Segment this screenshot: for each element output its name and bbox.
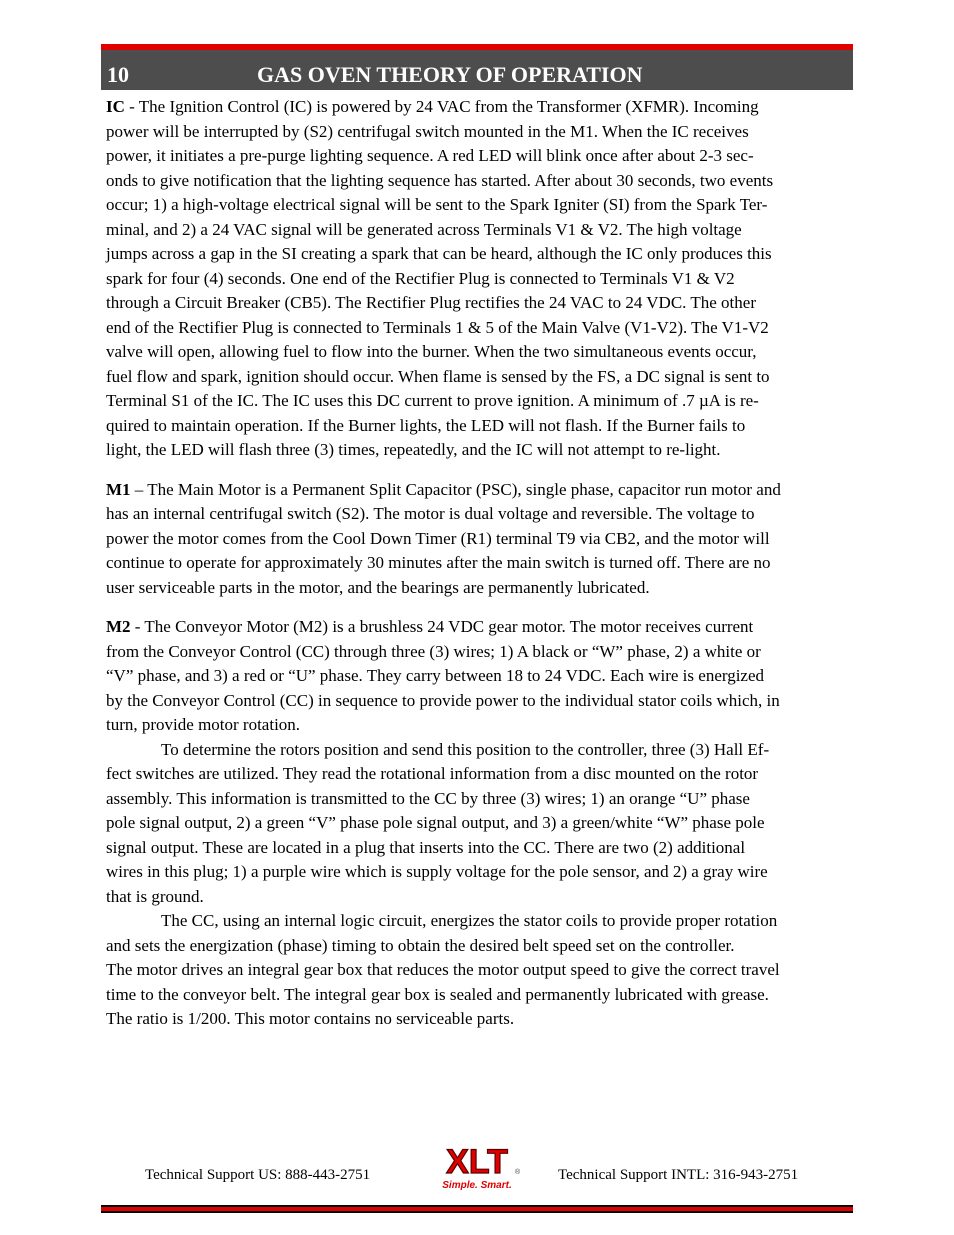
support-intl-text: Technical Support INTL: 316-943-2751 (558, 1167, 799, 1183)
paragraph-ic (106, 95, 852, 463)
m2-p2-line: To determine the rotors position and send this position to the controller, three (3) Hall Ef- (161, 739, 770, 759)
document-body (106, 95, 852, 1032)
m2-p2-line: that is ground. (106, 886, 204, 906)
m2-p2-line: wires in this plug; 1) a purple wire which is supply voltage for the pole sensor, and 2) a gray wire (106, 862, 768, 881)
ic-label: IC (106, 97, 125, 116)
m2-line: from the Conveyor Control (CC) through three (3) wires; 1) A black or “W” phase, 2) a white or (106, 641, 761, 661)
m2-p2-line: pole signal output, 2) a green “V” phase pole signal output, and 3) a green/white “W” phase pole (106, 813, 765, 832)
ic-line: power will be interrupted by (S2) centrifugal switch mounted in the M1. When the IC receives (106, 121, 749, 141)
ic-line: end of the Rectifier Plug is connected to Terminals 1 & 5 of the Main Valve (V1-V2). The V1-V2 (106, 317, 769, 337)
ic-line: spark for four (4) seconds. One end of the Rectifier Plug is connected to Terminals V1 & V2 (106, 268, 735, 288)
m2-line-0: M2 - The Conveyor Motor (M2) is a brushless 24 VDC gear motor. The motor receives current (106, 617, 754, 636)
logo-wordmark: XLT (446, 1143, 508, 1181)
paragraph-m2-hall-sensors (106, 738, 852, 910)
page-title: GAS OVEN THEORY OF OPERATION (257, 62, 643, 87)
ic-line: light, the LED will flash three (3) times, repeatedly, and the IC will not attempt to re-light. (106, 440, 721, 459)
m2-p3-line: The CC, using an internal logic circuit, energizes the stator coils to provide proper rotation (161, 911, 778, 930)
ic-line-0: IC - The Ignition Control (IC) is powered by 24 VAC from the Transformer (XFMR). Incoming (106, 97, 759, 116)
m2-p2-line: signal output. These are located in a plug that inserts into the CC. There are two (2) additional (106, 837, 746, 857)
m2-line: “V” phase, and 3) a red or “U” phase. They carry between 18 to 24 VDC. Each wire is energized (106, 666, 765, 685)
ic-line: occur; 1) a high-voltage electrical signal will be sent to the Spark Igniter (SI) from the Spark Ter- (106, 195, 768, 214)
m2-p3-line: time to the conveyor belt. The integral gear box is sealed and permanently lubricated with grease. (106, 984, 769, 1004)
logo-tagline: Simple. Smart. (442, 1180, 512, 1191)
ic-line: valve will open, allowing fuel to flow into the burner. When the two simultaneous events occur, (106, 342, 757, 361)
m1-label: M1 (106, 479, 131, 499)
m2-p3-line: and sets the energization (phase) timing to obtain the desired belt speed set on the controller. (106, 935, 735, 955)
ic-line: fuel flow and spark, ignition should occur. When flame is sensed by the FS, a DC signal is sent to (106, 366, 770, 386)
ic-line: onds to give notification that the lighting sequence has started. After about 30 seconds, two events (106, 170, 774, 190)
ic-line: jumps across a gap in the SI creating a spark that can be heard, although the IC only produces this (106, 244, 772, 263)
logo-registered-mark: ® (515, 1169, 521, 1176)
ic-line: minal, and 2) a 24 VAC signal will be generated across Terminals V1 & V2. The high voltage (106, 219, 742, 239)
m2-p3-line: The ratio is 1/200. This motor contains no serviceable parts. (106, 1009, 515, 1028)
ic-line: quired to maintain operation. If the Burner lights, the LED will not flash. If the Burner fails to (106, 415, 746, 435)
paragraph-m2 (106, 615, 852, 738)
ic-line: power, it initiates a pre-purge lighting sequence. A red LED will blink once after about 2-3 sec- (106, 146, 754, 165)
m2-line: by the Conveyor Control (CC) in sequence to provide power to the individual stator coils which, in (106, 690, 780, 710)
m2-p2-line: fect switches are utilized. They read the rotational information from a disc mounted on the rotor (106, 764, 759, 783)
m1-line-0: M1 – The Main Motor is a Permanent Split Capacitor (PSC), single phase, capacitor run motor and (106, 479, 781, 499)
m2-p3-line: The motor drives an integral gear box that reduces the motor output speed to give the correct travel (106, 960, 780, 979)
m1-line: continue to operate for approximately 30 minutes after the main switch is turned off. There are no (106, 553, 771, 572)
support-us-text: Technical Support US: 888-443-2751 (145, 1167, 371, 1183)
paragraph-m1 (106, 478, 852, 601)
ic-line: Terminal S1 of the IC. The IC uses this DC current to prove ignition. A minimum of .7 µA is re- (106, 391, 759, 410)
xlt-logo (427, 1140, 527, 1192)
m2-label: M2 (106, 617, 131, 636)
section-header-bar (101, 44, 853, 90)
m1-line: power the motor comes from the Cool Down Timer (R1) terminal T9 via CB2, and the motor will (106, 528, 770, 548)
m1-line: user serviceable parts in the motor, and the bearings are permanently lubricated. (106, 577, 650, 597)
paragraph-m2-logic (106, 909, 852, 1032)
footer-divider (101, 1205, 853, 1213)
m1-line: has an internal centrifugal switch (S2). The motor is dual voltage and reversible. The voltage to (106, 504, 755, 523)
m2-line: turn, provide motor rotation. (106, 715, 301, 734)
m2-p2-line: assembly. This information is transmitted to the CC by three (3) wires; 1) an orange “U” phase (106, 788, 750, 808)
ic-line: through a Circuit Breaker (CB5). The Rectifier Plug rectifies the 24 VAC to 24 VDC. The other (106, 293, 756, 312)
page-number: 10 (107, 62, 129, 87)
